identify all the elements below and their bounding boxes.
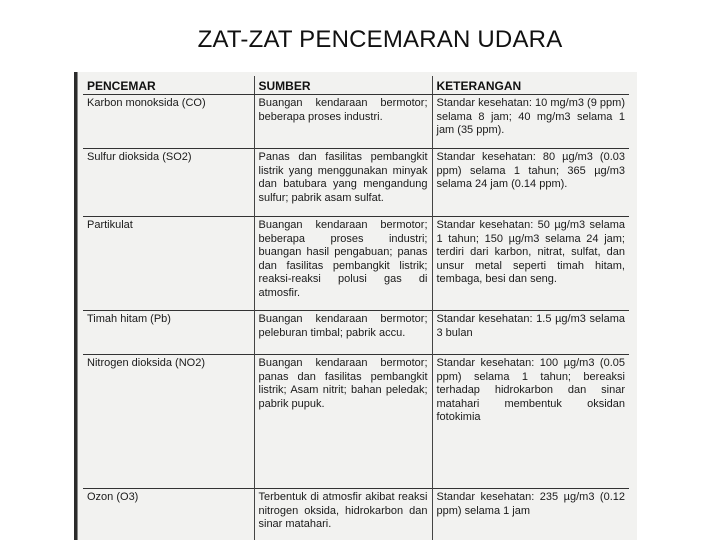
sumber-cell: Buangan kendaraan bermotor; beberapa proses industri. bbox=[254, 95, 432, 149]
table-row bbox=[83, 149, 629, 217]
pencemar-cell: Nitrogen dioksida (NO2) bbox=[83, 355, 254, 489]
header-sumber: SUMBER bbox=[254, 76, 432, 95]
keterangan-cell: Standar kesehatan: 1.5 µg/m3 selama 3 bulan bbox=[432, 311, 629, 355]
pencemar-cell: Timah hitam (Pb) bbox=[83, 311, 254, 355]
pencemar-cell: Partikulat bbox=[83, 217, 254, 311]
keterangan-cell: Standar kesehatan: 80 µg/m3 (0.03 ppm) selama 1 tahun; 365 µg/m3 selama 24 jam (0.14 ppm). bbox=[432, 149, 629, 217]
keterangan-cell: Standar kesehatan: 50 µg/m3 selama 1 tahun; 150 µg/m3 selama 24 jam; terdiri dari karbon, nitrat, sulfat, dan unsur metal seperti timah hitam, tembaga, besi dan seng. bbox=[432, 217, 629, 311]
table-row bbox=[83, 489, 629, 540]
header-keterangan: KETERANGAN bbox=[432, 76, 629, 95]
keterangan-cell: Standar kesehatan: 10 mg/m3 (9 ppm) selama 8 jam; 40 mg/m3 selama 1 jam (35 ppm). bbox=[432, 95, 629, 149]
sumber-cell: Terbentuk di atmosfir akibat reaksi nitrogen oksida, hidrokarbon dan sinar matahari. bbox=[254, 489, 432, 540]
table-row bbox=[83, 355, 629, 489]
keterangan-cell: Standar kesehatan: 235 µg/m3 (0.12 ppm) selama 1 jam bbox=[432, 489, 629, 540]
pencemar-cell: Sulfur dioksida (SO2) bbox=[83, 149, 254, 217]
pollutant-table bbox=[83, 76, 629, 540]
sumber-cell: Buangan kendaraan bermotor; beberapa proses industri; buangan hasil pengabuan; panas dan fasilitas pembangkit listrik; reaksi-reaksi polusi gas di atmosfir. bbox=[254, 217, 432, 311]
page-title: ZAT-ZAT PENCEMARAN UDARA bbox=[197, 26, 563, 53]
sumber-cell: Buangan kendaraan bermotor; panas dan fasilitas pembangkit listrik; Asam nitrit; bahan peledak; pabrik pupuk. bbox=[254, 355, 432, 489]
header-pencemar: PENCEMAR bbox=[83, 76, 254, 95]
table-row bbox=[83, 311, 629, 355]
table-row bbox=[83, 217, 629, 311]
table-row bbox=[83, 95, 629, 149]
pollutant-table-scan bbox=[74, 72, 637, 540]
pencemar-cell: Ozon (O3) bbox=[83, 489, 254, 540]
sumber-cell: Buangan kendaraan bermotor; peleburan timbal; pabrik accu. bbox=[254, 311, 432, 355]
pencemar-cell: Karbon monoksida (CO) bbox=[87, 97, 206, 109]
keterangan-cell: Standar kesehatan: 100 µg/m3 (0.05 ppm) selama 1 tahun; bereaksi terhadap hidrokarbon dan sinar matahari membentuk oksidan fotokimia bbox=[432, 355, 629, 489]
table-header-row bbox=[83, 76, 629, 95]
sumber-cell: Panas dan fasilitas pembangkit listrik yang menggunakan minyak dan batubara yang mengandung sulfur; pabrik asam sulfat. bbox=[254, 149, 432, 217]
